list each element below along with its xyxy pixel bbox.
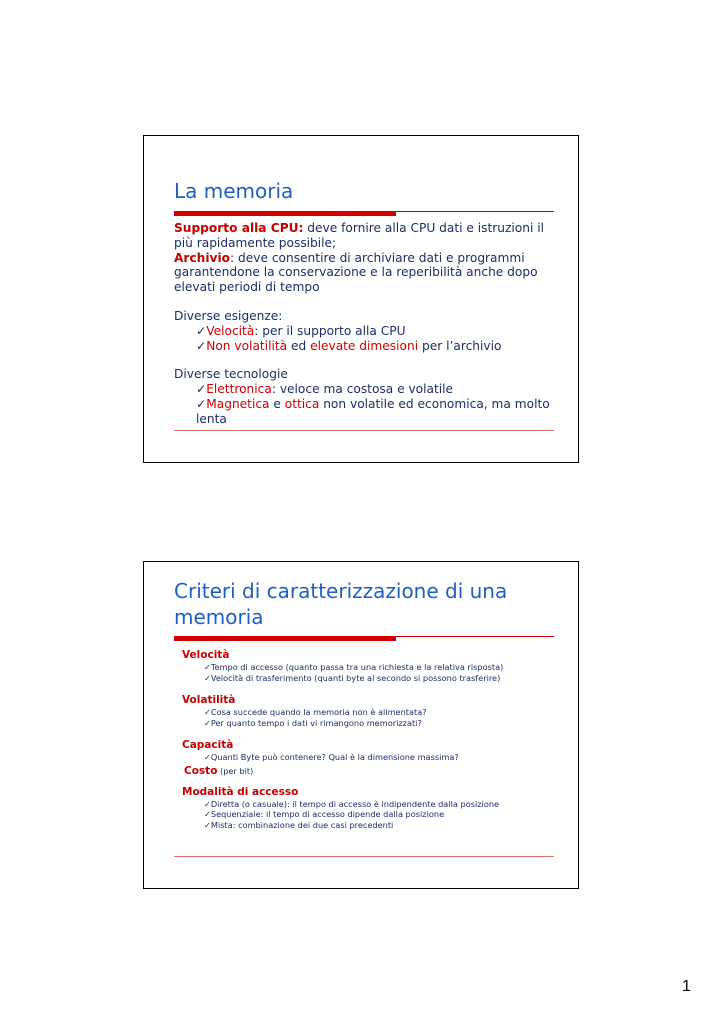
text: per l’archivio: [418, 338, 502, 353]
criterion-section: [182, 786, 562, 831]
checkmark-icon: ✓: [204, 707, 211, 717]
criterion-item: [182, 799, 562, 810]
criterion-item: [182, 820, 562, 831]
criterion-item-text: Sequenziale: il tempo di accesso dipende dalla posizione: [210, 809, 445, 819]
criterion-heading-text: Costo: [184, 764, 218, 777]
criteria-list: [182, 649, 562, 830]
checkmark-icon: ✓: [204, 662, 211, 672]
highlight: Elettronica: [206, 382, 272, 397]
title-underline-thin: [396, 636, 554, 637]
checkmark-icon: ✓: [204, 809, 211, 819]
criterion-item-text: Diretta (o casuale): il tempo di accesso è indipendente dalla posizione: [210, 798, 500, 809]
criterion-item-text: Mista: combinazione dei due casi precedenti: [210, 819, 394, 830]
slide-body: [174, 221, 559, 427]
paragraph-line: più rapidamente possibile;: [174, 235, 337, 250]
paragraph-line: garantendone la conservazione e la reperibilità anche dopo: [174, 265, 538, 280]
criterion-heading-text: Volatilità: [182, 694, 236, 706]
criterion-item: [182, 718, 562, 729]
criterion-note: (per bit): [217, 765, 254, 776]
text: ed: [287, 338, 311, 353]
tech-heading: Diverse tecnologie: [174, 367, 288, 382]
bottom-rule: [174, 856, 554, 857]
need-item: [174, 339, 559, 354]
label-archive: Archivio: [174, 250, 231, 265]
checkmark-icon: ✓: [196, 323, 207, 338]
tech-item: [174, 382, 559, 397]
text: : veloce ma costosa e volatile: [271, 382, 454, 397]
checkmark-icon: ✓: [196, 382, 207, 397]
criterion-section: [182, 694, 562, 728]
checkmark-icon: ✓: [204, 752, 211, 762]
criterion-heading-text: Capacità: [182, 739, 234, 751]
highlight: Magnetica: [206, 396, 270, 411]
criterion-item: [182, 662, 562, 673]
text: e: [269, 396, 285, 411]
slide-criteri: [143, 561, 579, 889]
criterion-item-text: Quanti Byte può contenere? Qual è la dimensione massima?: [210, 752, 459, 762]
criterion-item: [182, 752, 562, 763]
tech-item: [174, 397, 559, 412]
title-line: memoria: [174, 605, 264, 629]
checkmark-icon: ✓: [196, 338, 207, 353]
criterion-section: [182, 649, 562, 683]
paragraph-line: elevati periodi di tempo: [174, 280, 320, 295]
title-underline-thick: [174, 211, 396, 216]
text: : deve consentire di archiviare dati e programmi: [230, 250, 525, 265]
checkmark-icon: ✓: [204, 672, 211, 683]
criterion-heading: [182, 694, 562, 707]
highlight: Non volatilità: [206, 338, 288, 353]
checkmark-icon: ✓: [204, 819, 211, 830]
paragraph-cpu-support: [174, 221, 559, 236]
criterion-item-text: Velocità di trasferimento (quanti byte al secondo si possono trasferire): [210, 672, 501, 683]
criterion-item-text: Per quanto tempo i dati vi rimangono memorizzati?: [210, 717, 422, 728]
criterion-item-text: Tempo di accesso (quanto passa tra una richiesta e la relativa risposta): [210, 662, 504, 672]
criterion-item: [182, 809, 562, 820]
criterion-heading: [182, 786, 562, 799]
title-underline-thin: [396, 211, 554, 212]
criterion-heading: [182, 649, 562, 662]
slide-la-memoria: [143, 135, 579, 463]
criterion-heading-text: Modalità di accesso: [182, 785, 299, 798]
slide-title: [174, 578, 507, 630]
criterion-item: [182, 673, 562, 684]
tech-item-cont: lenta: [196, 411, 227, 426]
highlight: Velocità: [206, 323, 255, 338]
bottom-rule: [174, 430, 554, 431]
criterion-section: [184, 765, 562, 778]
criterion-item: [182, 707, 562, 718]
text: deve fornire alla CPU dati e istruzioni il: [303, 221, 544, 235]
checkmark-icon: ✓: [204, 717, 211, 728]
criterion-heading: [184, 765, 562, 778]
checkmark-icon: ✓: [196, 396, 207, 411]
criterion-heading: [182, 739, 562, 752]
needs-heading: Diverse esigenze:: [174, 308, 283, 323]
text: non volatile ed economica, ma molto: [319, 396, 550, 411]
paragraph-archive: [174, 251, 559, 266]
highlight: elevate dimesioni: [310, 338, 419, 353]
criterion-heading-text: Velocità: [182, 649, 230, 661]
text: : per il supporto alla CPU: [254, 323, 406, 338]
title-underline-thick: [174, 636, 396, 641]
criterion-item-text: Cosa succede quando la memoria non è alimentata?: [210, 707, 427, 717]
page-number: 1: [682, 978, 691, 995]
highlight: ottica: [284, 396, 320, 411]
slide-title: La memoria: [174, 179, 294, 203]
criterion-section: [182, 739, 562, 763]
need-item: [174, 324, 559, 339]
label-cpu-support: Supporto alla CPU:: [174, 221, 304, 235]
title-line: Criteri di caratterizzazione di una: [174, 579, 508, 603]
checkmark-icon: ✓: [204, 798, 211, 809]
